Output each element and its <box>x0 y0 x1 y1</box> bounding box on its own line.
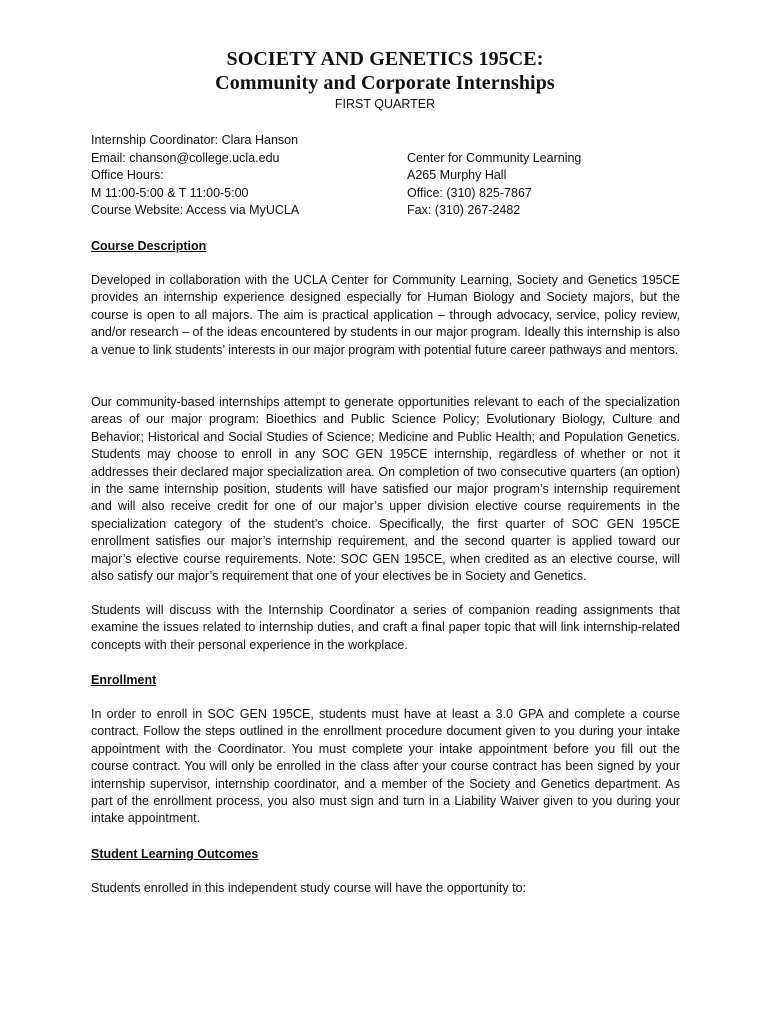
office-hours-label: Office Hours: <box>91 168 164 182</box>
coordinator-name: Internship Coordinator: Clara Hanson <box>91 133 299 147</box>
course-website: Course Website: Access via MyUCLA <box>91 203 300 217</box>
quarter-label: FIRST QUARTER <box>334 97 436 111</box>
center-room: A265 Murphy Hall <box>407 168 507 182</box>
office-hours-times: M 11:00-5:00 & T 11:00-5:00 <box>91 185 249 200</box>
enrollment-paragraph: In order to enroll in SOC GEN 195CE, students must have at least a 3.0 GPA and complete a course contract. Follow the steps outlined in the enrollment procedure document given to you during your intake appointment with the Coordinator. You must complete your intake appointment before you fill out the course contract. You will only be enrolled in the class after your course contract has been signed by your internship supervisor, internship coordinator, and a member of the Society and Genetics department. As part of the enrollment process, you also must sign and turn in a Liability Waiver given to you during your intake appointment. <box>91 707 680 826</box>
coordinator-email: Email: chanson@college.ucla.edu <box>91 150 280 165</box>
course-description-paragraph-1: Developed in collaboration with the UCLA Center for Community Learning, Society and Genetics 195CE provides an internship experience designed especially for Human Biology and Society majors, but the course is open to all majors. The aim is practical application – through advocacy, service, policy review, and/or research – of the ideas encountered by students in our major program. Ideally this internship is also a venue to link students’ interests in our major program with potential future career pathways and mentors. <box>91 273 680 357</box>
learning-outcomes-heading: Student Learning Outcomes <box>91 847 259 861</box>
center-contact-block <box>407 150 581 220</box>
document-title: SOCIETY AND GENETICS 195CE: <box>226 48 544 70</box>
course-description-heading: Course Description <box>91 239 207 253</box>
document-subtitle: Community and Corporate Internships <box>215 72 555 94</box>
learning-outcomes-intro: Students enrolled in this independent study course will have the opportunity to: <box>91 881 526 895</box>
center-fax: Fax: (310) 267-2482 <box>407 203 521 217</box>
enrollment-heading: Enrollment <box>91 673 157 687</box>
course-description-paragraph-2: Our community-based internships attempt to generate opportunities relevant to each of the specialization areas of our major program: Bioethics and Public Science Policy; Evolutionary Biology, Culture and Behavior; Historical and Social Studies of Science; Medicine and Public Health; and Population Genetics. Students may choose to enroll in any SOC GEN 195CE internship, regardless of whether or not it addresses their declared major specialization area. On completion of two consecutive quarters (an option) in the same internship position, students will have satisfied our major program’s internship requirement and will also receive credit for one of our major’s upper division elective course requirements in the specialization category of the student’s choice. Specifically, the first quarter of SOC GEN 195CE enrollment satisfies our major’s internship requirement, and the second quarter is applied toward our major’s elective course requirements. Note: SOC GEN 195CE, when credited as an elective course, will also satisfy our major’s requirement that one of your electives be in Society and Genetics. <box>91 395 680 584</box>
course-description-paragraph-3: Students will discuss with the Internship Coordinator a series of companion reading assignments that examine the issues related to internship duties, and craft a final paper topic that will link internship-related concepts with their personal experience in the workplace. <box>91 603 680 652</box>
center-name: Center for Community Learning <box>407 150 582 165</box>
center-office-phone: Office: (310) 825-7867 <box>407 185 532 200</box>
coordinator-contact-block <box>91 132 299 220</box>
